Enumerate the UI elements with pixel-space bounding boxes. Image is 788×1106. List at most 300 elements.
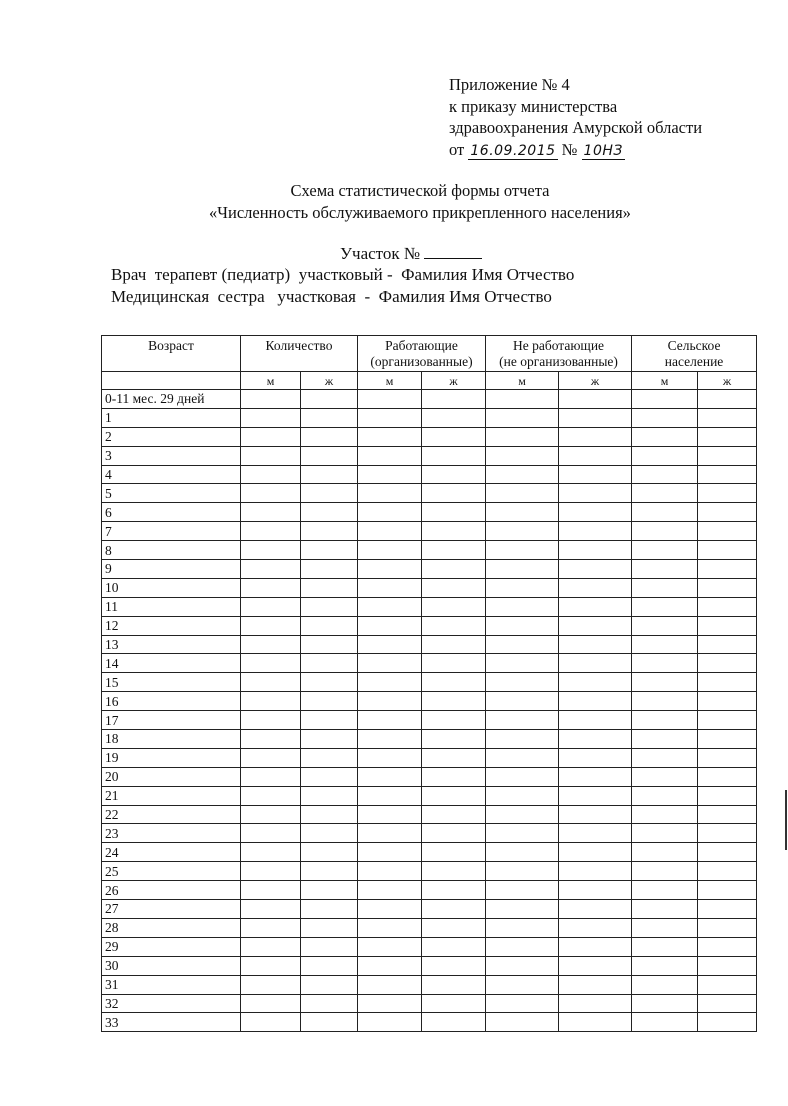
from-label: от: [449, 139, 465, 159]
age-cell: 6: [102, 503, 241, 522]
value-cell: [486, 767, 559, 786]
value-cell: [301, 956, 358, 975]
value-cell: [422, 975, 486, 994]
age-cell: 17: [102, 711, 241, 730]
table-row: [102, 635, 757, 654]
age-cell: 13: [102, 635, 241, 654]
value-cell: [559, 937, 632, 956]
district-blank: [424, 244, 482, 259]
value-cell: [486, 730, 559, 749]
scan-edge-mark: [785, 790, 787, 850]
value-cell: [698, 616, 757, 635]
value-cell: [486, 673, 559, 692]
value-cell: [301, 673, 358, 692]
value-cell: [486, 862, 559, 881]
table-row: [102, 748, 757, 767]
value-cell: [358, 994, 422, 1013]
value-cell: [632, 730, 698, 749]
value-cell: [358, 390, 422, 409]
value-cell: [559, 465, 632, 484]
value-cell: [358, 541, 422, 560]
value-cell: [358, 427, 422, 446]
value-cell: [422, 635, 486, 654]
age-cell: 18: [102, 730, 241, 749]
table-row: [102, 465, 757, 484]
value-cell: [486, 541, 559, 560]
value-cell: [422, 503, 486, 522]
value-cell: [632, 900, 698, 919]
value-cell: [422, 881, 486, 900]
value-cell: [632, 975, 698, 994]
value-cell: [422, 730, 486, 749]
value-cell: [698, 560, 757, 579]
table-row: [102, 900, 757, 919]
value-cell: [632, 918, 698, 937]
value-cell: [559, 786, 632, 805]
value-cell: [698, 541, 757, 560]
value-cell: [301, 748, 358, 767]
value-cell: [241, 862, 301, 881]
value-cell: [241, 937, 301, 956]
value-cell: [559, 673, 632, 692]
value-cell: [422, 767, 486, 786]
value-cell: [486, 918, 559, 937]
value-cell: [241, 635, 301, 654]
value-cell: [301, 711, 358, 730]
subheader-f: ж: [301, 372, 358, 390]
value-cell: [358, 1013, 422, 1032]
value-cell: [301, 654, 358, 673]
age-cell: 32: [102, 994, 241, 1013]
value-cell: [301, 937, 358, 956]
age-cell: 31: [102, 975, 241, 994]
value-cell: [241, 786, 301, 805]
value-cell: [358, 465, 422, 484]
value-cell: [559, 805, 632, 824]
district-field: [340, 244, 482, 264]
value-cell: [559, 1013, 632, 1032]
value-cell: [698, 522, 757, 541]
value-cell: [559, 843, 632, 862]
value-cell: [358, 730, 422, 749]
value-cell: [422, 748, 486, 767]
value-cell: [632, 654, 698, 673]
value-cell: [422, 446, 486, 465]
value-cell: [301, 635, 358, 654]
table-row: [102, 862, 757, 881]
age-cell: 7: [102, 522, 241, 541]
value-cell: [241, 597, 301, 616]
value-cell: [358, 560, 422, 579]
value-cell: [241, 408, 301, 427]
value-cell: [559, 541, 632, 560]
age-cell: 25: [102, 862, 241, 881]
value-cell: [632, 465, 698, 484]
value-cell: [698, 597, 757, 616]
value-cell: [422, 541, 486, 560]
value-cell: [358, 408, 422, 427]
value-cell: [358, 654, 422, 673]
value-cell: [241, 843, 301, 862]
value-cell: [632, 616, 698, 635]
value-cell: [559, 427, 632, 446]
value-cell: [301, 616, 358, 635]
value-cell: [358, 616, 422, 635]
value-cell: [559, 824, 632, 843]
value-cell: [241, 427, 301, 446]
value-cell: [358, 843, 422, 862]
value-cell: [358, 862, 422, 881]
value-cell: [632, 522, 698, 541]
value-cell: [486, 843, 559, 862]
age-cell: 26: [102, 881, 241, 900]
table-row: [102, 786, 757, 805]
value-cell: [358, 918, 422, 937]
value-cell: [698, 748, 757, 767]
value-cell: [241, 578, 301, 597]
value-cell: [422, 427, 486, 446]
table-row: [102, 390, 757, 409]
value-cell: [301, 786, 358, 805]
value-cell: [632, 635, 698, 654]
value-cell: [559, 900, 632, 919]
value-cell: [698, 881, 757, 900]
value-cell: [358, 711, 422, 730]
age-cell: 14: [102, 654, 241, 673]
value-cell: [358, 692, 422, 711]
value-cell: [632, 503, 698, 522]
value-cell: [559, 994, 632, 1013]
value-cell: [559, 522, 632, 541]
value-cell: [422, 994, 486, 1013]
age-cell: 20: [102, 767, 241, 786]
value-cell: [632, 673, 698, 692]
value-cell: [358, 748, 422, 767]
value-cell: [301, 730, 358, 749]
value-cell: [486, 578, 559, 597]
value-cell: [301, 578, 358, 597]
age-cell: 33: [102, 1013, 241, 1032]
appendix-title: Приложение № 4: [449, 75, 570, 94]
table-row: [102, 597, 757, 616]
value-cell: [698, 862, 757, 881]
staff-block: [111, 264, 574, 308]
value-cell: [486, 824, 559, 843]
table-row: [102, 824, 757, 843]
appendix-date-line: [449, 139, 702, 163]
table-row: [102, 730, 757, 749]
table-row: [102, 541, 757, 560]
table-row: [102, 975, 757, 994]
subheader-f: ж: [698, 372, 757, 390]
table-row: [102, 767, 757, 786]
value-cell: [422, 937, 486, 956]
value-cell: [486, 484, 559, 503]
value-cell: [698, 956, 757, 975]
value-cell: [241, 918, 301, 937]
age-cell: 22: [102, 805, 241, 824]
value-cell: [632, 862, 698, 881]
subheader-m: м: [632, 372, 698, 390]
value-cell: [358, 881, 422, 900]
doctor-line: Врач терапевт (педиатр) участковый - Фамилия Имя Отчество: [111, 265, 575, 284]
value-cell: [559, 446, 632, 465]
value-cell: [486, 427, 559, 446]
value-cell: [422, 560, 486, 579]
value-cell: [301, 767, 358, 786]
value-cell: [241, 616, 301, 635]
value-cell: [698, 786, 757, 805]
value-cell: [422, 692, 486, 711]
value-cell: [241, 692, 301, 711]
value-cell: [559, 975, 632, 994]
table-row: [102, 956, 757, 975]
value-cell: [241, 503, 301, 522]
value-cell: [486, 994, 559, 1013]
value-cell: [301, 881, 358, 900]
appendix-header: [449, 74, 702, 162]
nurse-line: Медицинская сестра участковая - Фамилия Имя Отчество: [111, 287, 552, 306]
value-cell: [422, 408, 486, 427]
header-age: Возраст: [102, 336, 241, 372]
table-row: [102, 843, 757, 862]
table-row: [102, 673, 757, 692]
value-cell: [698, 730, 757, 749]
age-cell: 3: [102, 446, 241, 465]
value-cell: [486, 786, 559, 805]
value-cell: [241, 446, 301, 465]
value-cell: [559, 862, 632, 881]
value-cell: [559, 616, 632, 635]
title-line-1: Схема статистической формы отчета: [290, 181, 550, 200]
value-cell: [486, 465, 559, 484]
value-cell: [358, 975, 422, 994]
age-cell: 1: [102, 408, 241, 427]
value-cell: [241, 711, 301, 730]
value-cell: [301, 560, 358, 579]
age-cell: 12: [102, 616, 241, 635]
value-cell: [632, 446, 698, 465]
table-row: [102, 503, 757, 522]
subheader-m: м: [486, 372, 559, 390]
value-cell: [422, 654, 486, 673]
value-cell: [632, 692, 698, 711]
value-cell: [632, 560, 698, 579]
value-cell: [559, 881, 632, 900]
value-cell: [358, 900, 422, 919]
value-cell: [559, 692, 632, 711]
table-row: [102, 881, 757, 900]
value-cell: [698, 484, 757, 503]
value-cell: [422, 484, 486, 503]
value-cell: [698, 767, 757, 786]
value-cell: [559, 635, 632, 654]
header-not-working: Не работающие (не организованные): [486, 336, 632, 372]
header-count: Количество: [241, 336, 358, 372]
value-cell: [632, 805, 698, 824]
value-cell: [301, 390, 358, 409]
value-cell: [422, 390, 486, 409]
value-cell: [486, 446, 559, 465]
value-cell: [241, 881, 301, 900]
table-row: [102, 918, 757, 937]
value-cell: [486, 805, 559, 824]
value-cell: [632, 408, 698, 427]
value-cell: [358, 824, 422, 843]
value-cell: [301, 692, 358, 711]
value-cell: [358, 635, 422, 654]
appendix-order: к приказу министерства: [449, 96, 618, 116]
value-cell: [559, 654, 632, 673]
value-cell: [632, 824, 698, 843]
value-cell: [559, 597, 632, 616]
value-cell: [486, 390, 559, 409]
value-cell: [486, 711, 559, 730]
value-cell: [241, 730, 301, 749]
value-cell: [241, 824, 301, 843]
value-cell: [301, 408, 358, 427]
value-cell: [241, 654, 301, 673]
table-row: [102, 937, 757, 956]
value-cell: [486, 937, 559, 956]
value-cell: [301, 918, 358, 937]
value-cell: [358, 446, 422, 465]
subheader-f: ж: [422, 372, 486, 390]
value-cell: [358, 937, 422, 956]
value-cell: [241, 900, 301, 919]
value-cell: [559, 767, 632, 786]
subheader-m: м: [358, 372, 422, 390]
value-cell: [698, 937, 757, 956]
table-row: [102, 711, 757, 730]
age-cell: 29: [102, 937, 241, 956]
table-row: [102, 616, 757, 635]
value-cell: [632, 597, 698, 616]
age-cell: 15: [102, 673, 241, 692]
value-cell: [358, 484, 422, 503]
value-cell: [241, 805, 301, 824]
value-cell: [632, 994, 698, 1013]
value-cell: [632, 881, 698, 900]
value-cell: [698, 635, 757, 654]
value-cell: [632, 541, 698, 560]
table-row: [102, 522, 757, 541]
value-cell: [698, 673, 757, 692]
value-cell: [241, 956, 301, 975]
age-cell: 8: [102, 541, 241, 560]
age-cell: 9: [102, 560, 241, 579]
value-cell: [486, 522, 559, 541]
value-cell: [301, 824, 358, 843]
age-cell: 30: [102, 956, 241, 975]
value-cell: [422, 862, 486, 881]
subheader-empty: [102, 372, 241, 390]
value-cell: [486, 956, 559, 975]
value-cell: [698, 975, 757, 994]
value-cell: [301, 805, 358, 824]
value-cell: [422, 578, 486, 597]
value-cell: [698, 465, 757, 484]
value-cell: [241, 975, 301, 994]
age-cell: 10: [102, 578, 241, 597]
table-row: [102, 578, 757, 597]
table-row: [102, 805, 757, 824]
value-cell: [632, 1013, 698, 1032]
value-cell: [559, 578, 632, 597]
value-cell: [486, 408, 559, 427]
handwritten-number: 10НЗ: [583, 142, 623, 159]
value-cell: [632, 484, 698, 503]
age-cell: 16: [102, 692, 241, 711]
value-cell: [559, 711, 632, 730]
value-cell: [698, 711, 757, 730]
population-table: [101, 335, 757, 1032]
title-line-2: «Численность обслуживаемого прикрепленного населения»: [209, 203, 631, 222]
value-cell: [486, 560, 559, 579]
value-cell: [301, 446, 358, 465]
value-cell: [241, 465, 301, 484]
value-cell: [422, 711, 486, 730]
value-cell: [698, 1013, 757, 1032]
value-cell: [422, 673, 486, 692]
district-label: Участок №: [340, 244, 421, 263]
value-cell: [559, 748, 632, 767]
value-cell: [486, 1013, 559, 1032]
value-cell: [422, 918, 486, 937]
handwritten-date: 16.09.2015: [470, 142, 556, 159]
age-cell: 2: [102, 427, 241, 446]
value-cell: [698, 427, 757, 446]
age-cell: 28: [102, 918, 241, 937]
value-cell: [358, 767, 422, 786]
value-cell: [698, 654, 757, 673]
value-cell: [358, 503, 422, 522]
value-cell: [358, 597, 422, 616]
value-cell: [698, 578, 757, 597]
value-cell: [698, 900, 757, 919]
value-cell: [301, 597, 358, 616]
value-cell: [486, 975, 559, 994]
value-cell: [698, 446, 757, 465]
value-cell: [559, 918, 632, 937]
table-row: [102, 1013, 757, 1032]
value-cell: [422, 824, 486, 843]
value-cell: [559, 956, 632, 975]
value-cell: [422, 597, 486, 616]
value-cell: [358, 578, 422, 597]
value-cell: [632, 956, 698, 975]
value-cell: [486, 748, 559, 767]
value-cell: [559, 503, 632, 522]
value-cell: [486, 616, 559, 635]
value-cell: [241, 484, 301, 503]
value-cell: [301, 994, 358, 1013]
value-cell: [301, 975, 358, 994]
value-cell: [559, 390, 632, 409]
value-cell: [632, 427, 698, 446]
value-cell: [241, 560, 301, 579]
value-cell: [301, 484, 358, 503]
value-cell: [358, 673, 422, 692]
age-cell: 27: [102, 900, 241, 919]
number-label: №: [561, 139, 578, 159]
value-cell: [301, 541, 358, 560]
value-cell: [698, 843, 757, 862]
value-cell: [632, 748, 698, 767]
value-cell: [698, 692, 757, 711]
value-cell: [422, 465, 486, 484]
value-cell: [422, 616, 486, 635]
